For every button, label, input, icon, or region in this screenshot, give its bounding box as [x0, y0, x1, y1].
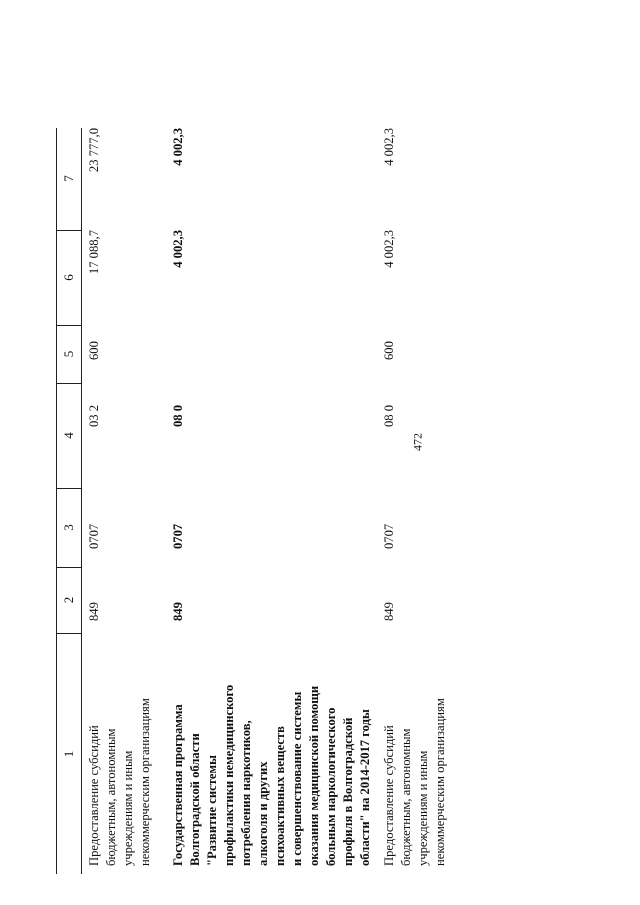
cell-c6: 17 088,7 [87, 230, 101, 275]
cell-c7: 23 777,0 [87, 128, 101, 173]
cell-c7: 4 002,3 [171, 128, 185, 166]
name-line: некоммерческим организациям [433, 698, 447, 866]
cell-c4: 03 2 [87, 404, 101, 427]
page-number: 472 [410, 433, 425, 451]
cell-c2: 849 [87, 602, 101, 621]
cell-c7: 4 002,3 [382, 128, 396, 166]
cell-c3: 0707 [382, 523, 396, 549]
cell-c2: 849 [382, 602, 396, 621]
row-name [86, 698, 154, 866]
name-line: Волгоградской области [188, 733, 202, 866]
name-line: бюджетным, автономным [399, 728, 413, 866]
name-line: больным наркологического [324, 707, 338, 866]
row-name [170, 685, 374, 866]
header-col-4: 4 [57, 383, 81, 489]
cell-c2: 849 [171, 602, 185, 621]
name-line: и совершенствование системы [290, 691, 304, 866]
name-line: "Развитие системы [205, 755, 219, 866]
name-line: Государственная программа [171, 704, 185, 866]
header-col-2: 2 [57, 567, 81, 634]
cell-c3: 0707 [171, 523, 185, 549]
header-col-7: 7 [57, 127, 81, 231]
header-col-1: 1 [61, 750, 76, 758]
cell-c3: 0707 [87, 523, 101, 549]
header-col-6: 6 [57, 230, 81, 326]
cell-c4: 08 0 [171, 404, 185, 427]
name-line: потребления наркотиков, [239, 720, 253, 866]
name-line: психоактивных веществ [273, 726, 287, 866]
name-line: Предоставление субсидий [382, 725, 396, 866]
name-line: некоммерческим организациям [138, 698, 152, 866]
name-line: оказания медицинской помощи [307, 685, 321, 866]
cell-c6: 4 002,3 [171, 230, 185, 268]
table-header [56, 128, 82, 874]
header-col-3: 3 [57, 488, 81, 568]
cell-c4: 08 0 [382, 404, 396, 427]
name-line: учреждениям и иным [416, 750, 430, 866]
rotated-table [56, 94, 456, 874]
cell-c6: 4 002,3 [382, 230, 396, 268]
name-line: Предоставление субсидий [87, 725, 101, 866]
name-line: профиля в Волгоградской [341, 717, 355, 866]
name-line: алкоголя и других [256, 761, 270, 866]
header-col-5: 5 [57, 325, 81, 384]
name-line: профилактики немедицинского [222, 684, 236, 866]
cell-c5: 600 [382, 341, 396, 360]
name-line: учреждениям и иным [121, 750, 135, 866]
name-line: бюджетным, автономным [104, 728, 118, 866]
cell-c5: 600 [87, 341, 101, 360]
name-line: области" на 2014-2017 годы [358, 709, 372, 866]
row-name [381, 698, 449, 866]
